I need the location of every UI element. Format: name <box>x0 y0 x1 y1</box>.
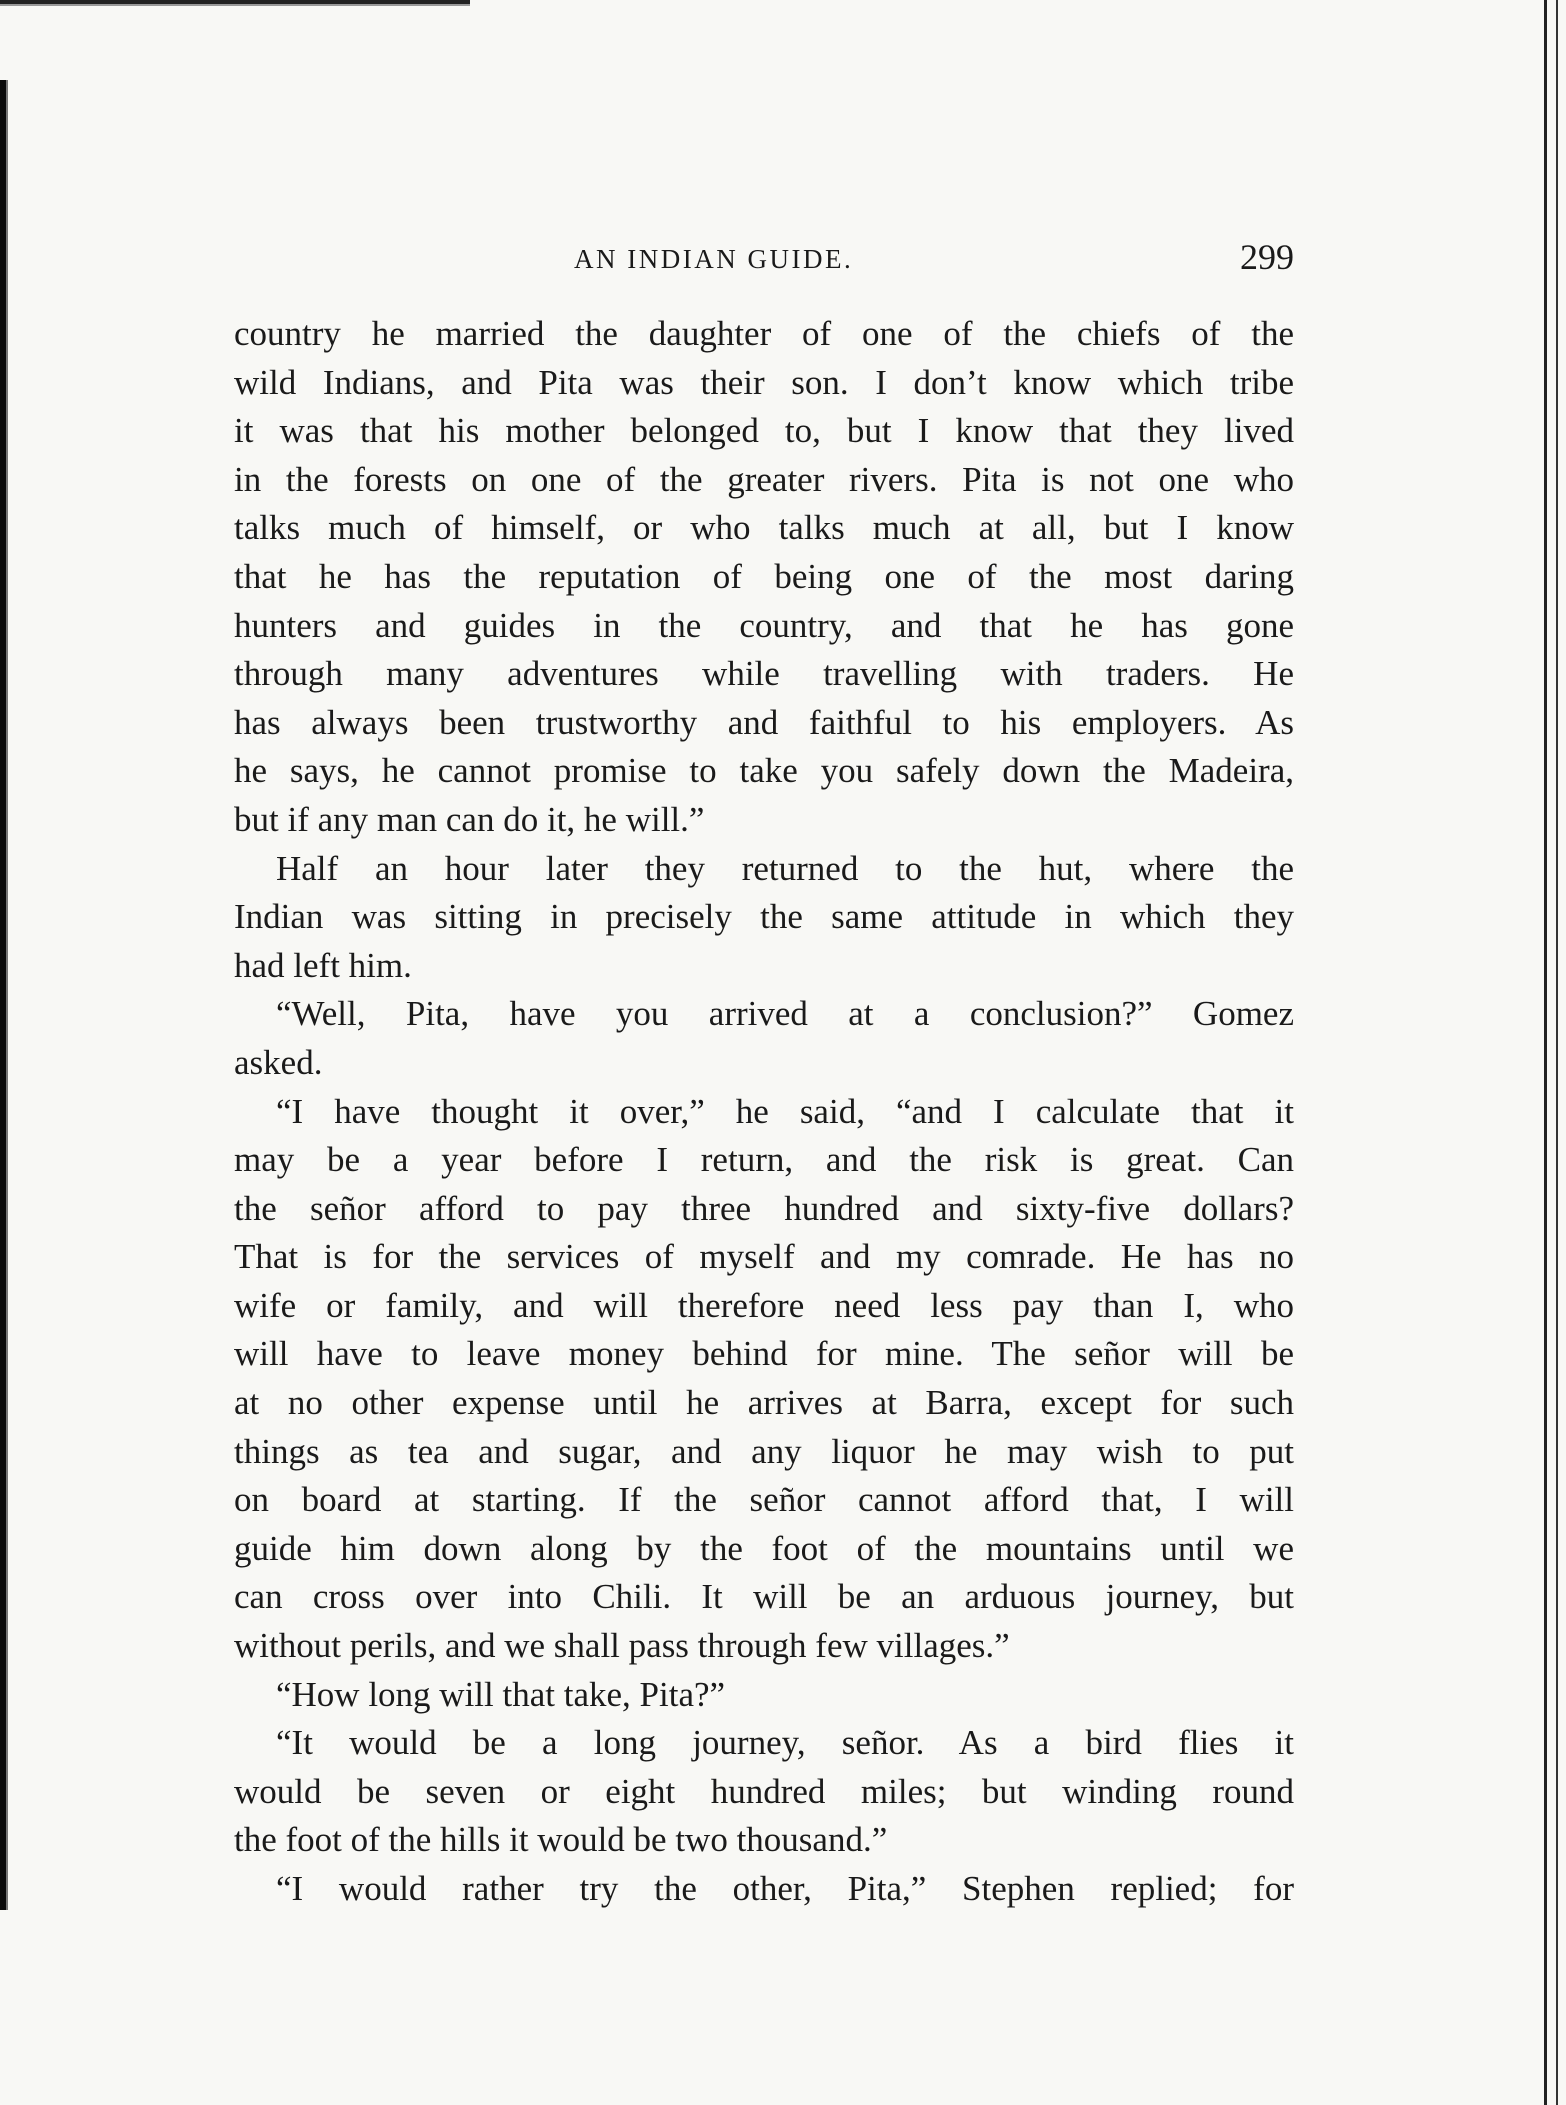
text-line: the señor afford to pay three hundred and sixty-five dollars? <box>234 1188 1294 1228</box>
text-line: he says, he cannot promise to take you safely down the Madeira, <box>234 751 1294 791</box>
text-line: at no other expense until he arrives at Barra, except for such <box>234 1383 1294 1423</box>
scan-edge-left <box>0 80 14 1910</box>
text-line: through many adventures while travelling with traders. He <box>234 654 1294 694</box>
text-line: Half an hour later they returned to the hut, where the <box>276 848 1294 888</box>
scan-edge-top <box>0 0 470 8</box>
text-line: “How long will that take, Pita?” <box>276 1674 726 1714</box>
page-header <box>234 236 1294 292</box>
body-text <box>234 310 1294 1914</box>
text-line: will have to leave money behind for mine. The señor will be <box>234 1334 1294 1374</box>
text-line: country he married the daughter of one of the chiefs of the <box>234 314 1294 353</box>
text-line: would be seven or eight hundred miles; but winding round <box>234 1771 1294 1811</box>
text-line: That is for the services of myself and my comrade. He has no <box>234 1237 1294 1277</box>
scan-edge-right <box>1536 0 1566 2105</box>
text-line: “It would be a long journey, señor. As a bird flies it <box>276 1723 1294 1763</box>
text-line: guide him down along by the foot of the mountains until we <box>234 1528 1294 1568</box>
text-line: “Well, Pita, have you arrived at a conclusion?” Gomez <box>276 994 1294 1034</box>
text-line: the foot of the hills it would be two thousand.” <box>234 1820 888 1860</box>
text-line: in the forests on one of the greater rivers. Pita is not one who <box>234 459 1294 499</box>
text-line: but if any man can do it, he will.” <box>234 799 705 839</box>
text-line: asked. <box>234 1042 323 1082</box>
text-line: wife or family, and will therefore need less pay than I, who <box>234 1285 1294 1325</box>
running-head: AN INDIAN GUIDE. <box>574 244 854 274</box>
text-line: wild Indians, and Pita was their son. I don’t know which tribe <box>234 362 1294 402</box>
text-line: “I would rather try the other, Pita,” Stephen replied; for <box>276 1869 1294 1908</box>
text-line: may be a year before I return, and the risk is great. Can <box>234 1140 1294 1180</box>
text-line: things as tea and sugar, and any liquor he may wish to put <box>234 1431 1294 1471</box>
page-number: 299 <box>1240 237 1294 277</box>
text-line: talks much of himself, or who talks much at all, but I know <box>234 508 1294 548</box>
text-line: “I have thought it over,” he said, “and I calculate that it <box>276 1091 1294 1131</box>
text-line: hunters and guides in the country, and that he has gone <box>234 605 1294 645</box>
text-line: had left him. <box>234 945 412 985</box>
text-line: on board at starting. If the señor cannot afford that, I will <box>234 1480 1294 1520</box>
text-line: without perils, and we shall pass through few villages.” <box>234 1626 1010 1666</box>
text-line: that he has the reputation of being one of the most daring <box>234 556 1294 596</box>
text-line: has always been trustworthy and faithful to his employers. As <box>234 702 1294 742</box>
text-line: can cross over into Chili. It will be an arduous journey, but <box>234 1577 1294 1617</box>
text-line: it was that his mother belonged to, but I know that they lived <box>234 411 1294 451</box>
text-line: Indian was sitting in precisely the same attitude in which they <box>234 897 1294 937</box>
